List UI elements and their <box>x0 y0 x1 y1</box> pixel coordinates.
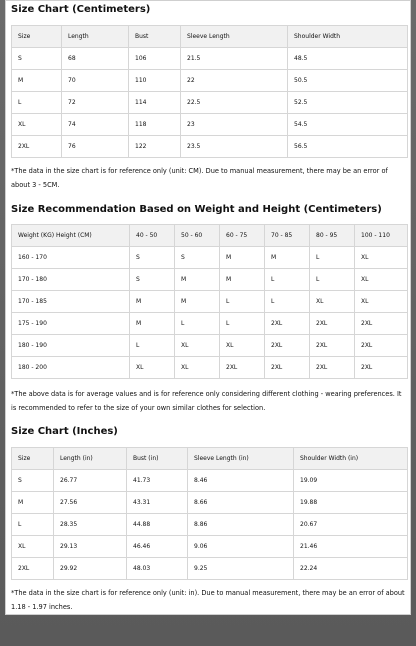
table-cell: 122 <box>129 136 181 158</box>
table-cell: 54.5 <box>288 114 408 136</box>
table-cell: 2XL <box>12 558 54 580</box>
table-cell: L <box>130 335 175 357</box>
table-cell: 23.5 <box>181 136 288 158</box>
table-header-cell: Sleeve Length (in) <box>188 448 294 470</box>
table-cell: L <box>12 92 62 114</box>
table-cell: 19.88 <box>294 492 408 514</box>
table-header-cell: Sleeve Length <box>181 26 288 48</box>
table-header-cell: 60 - 75 <box>220 225 265 247</box>
size-recommendation-table <box>11 224 408 379</box>
table-row <box>12 92 408 114</box>
table-cell: XL <box>175 335 220 357</box>
table-cell: L <box>265 269 310 291</box>
table-cell: L <box>265 291 310 313</box>
table-cell: 22.5 <box>181 92 288 114</box>
cm-chart-title: Size Chart (Centimeters) <box>11 4 151 15</box>
table-cell: 76 <box>62 136 129 158</box>
table-cell: 170 - 180 <box>12 269 130 291</box>
table-header-cell: 80 - 95 <box>310 225 355 247</box>
table-cell: XL <box>130 357 175 379</box>
table-cell: 118 <box>129 114 181 136</box>
table-header-cell: Bust <box>129 26 181 48</box>
table-cell: 2XL <box>265 313 310 335</box>
recommendation-note: *The above data is for average values and is for reference only considering different clothing - wearing preferences. It is recommended to refer to the size of your own similar clothes for selection. <box>11 390 402 412</box>
inch-chart-note: *The data in the size chart is for reference only (unit: in). Due to manual measurement, there may be an error of about 1.18 - 1.97 inches. <box>11 589 405 611</box>
table-cell: M <box>130 291 175 313</box>
table-cell: 9.06 <box>188 536 294 558</box>
table-cell: XL <box>355 269 408 291</box>
table-header-cell: Bust (in) <box>127 448 188 470</box>
table-row <box>12 269 408 291</box>
table-cell: 180 - 190 <box>12 335 130 357</box>
table-row <box>12 492 408 514</box>
table-cell: S <box>130 269 175 291</box>
table-cell: S <box>130 247 175 269</box>
table-header-cell: Weight (KG) Height (CM) <box>12 225 130 247</box>
table-cell: 2XL <box>355 357 408 379</box>
table-cell: M <box>12 70 62 92</box>
table-cell: 56.5 <box>288 136 408 158</box>
table-row <box>12 558 408 580</box>
table-cell: 41.73 <box>127 470 188 492</box>
table-cell: 114 <box>129 92 181 114</box>
table-cell: 160 - 170 <box>12 247 130 269</box>
table-cell: 170 - 185 <box>12 291 130 313</box>
table-cell: XL <box>12 114 62 136</box>
table-cell: XL <box>355 291 408 313</box>
table-header-cell: Size <box>12 448 54 470</box>
table-row <box>12 70 408 92</box>
table-cell: 26.77 <box>54 470 127 492</box>
table-header-row <box>12 448 408 470</box>
table-cell: 23 <box>181 114 288 136</box>
table-cell: 2XL <box>310 313 355 335</box>
table-cell: 21.5 <box>181 48 288 70</box>
table-row <box>12 514 408 536</box>
table-cell: 106 <box>129 48 181 70</box>
table-cell: 29.13 <box>54 536 127 558</box>
table-row <box>12 335 408 357</box>
table-cell: 2XL <box>12 136 62 158</box>
table-header-row <box>12 26 408 48</box>
table-cell: 46.46 <box>127 536 188 558</box>
table-row <box>12 291 408 313</box>
table-row <box>12 48 408 70</box>
table-cell: S <box>175 247 220 269</box>
table-cell: S <box>12 48 62 70</box>
table-header-cell: Shoulder Width <box>288 26 408 48</box>
table-header-cell: Length (in) <box>54 448 127 470</box>
table-cell: 74 <box>62 114 129 136</box>
table-cell: M <box>12 492 54 514</box>
cm-size-table <box>11 25 408 158</box>
table-row <box>12 136 408 158</box>
table-cell: 22.24 <box>294 558 408 580</box>
table-cell: 50.5 <box>288 70 408 92</box>
table-cell: XL <box>12 536 54 558</box>
table-row <box>12 114 408 136</box>
table-cell: M <box>265 247 310 269</box>
table-cell: M <box>220 269 265 291</box>
table-cell: L <box>175 313 220 335</box>
table-header-cell: 50 - 60 <box>175 225 220 247</box>
table-cell: 2XL <box>355 313 408 335</box>
table-cell: 27.56 <box>54 492 127 514</box>
recommendation-title: Size Recommendation Based on Weight and Height (Centimeters) <box>11 204 382 215</box>
table-cell: 48.03 <box>127 558 188 580</box>
inch-size-table <box>11 447 408 580</box>
table-cell: 29.92 <box>54 558 127 580</box>
table-cell: M <box>130 313 175 335</box>
table-cell: 2XL <box>310 357 355 379</box>
table-cell: 2XL <box>310 335 355 357</box>
table-cell: 52.5 <box>288 92 408 114</box>
table-row <box>12 247 408 269</box>
table-cell: 2XL <box>265 335 310 357</box>
size-guide-panel <box>5 0 411 615</box>
table-cell: 180 - 200 <box>12 357 130 379</box>
table-cell: 8.86 <box>188 514 294 536</box>
table-cell: 2XL <box>220 357 265 379</box>
table-cell: 44.88 <box>127 514 188 536</box>
table-header-cell: Length <box>62 26 129 48</box>
table-cell: 8.66 <box>188 492 294 514</box>
table-cell: 48.5 <box>288 48 408 70</box>
table-cell: XL <box>355 247 408 269</box>
table-row <box>12 536 408 558</box>
table-cell: M <box>175 291 220 313</box>
table-cell: 22 <box>181 70 288 92</box>
table-cell: M <box>175 269 220 291</box>
table-cell: L <box>310 247 355 269</box>
inch-chart-title: Size Chart (Inches) <box>11 426 118 437</box>
table-header-cell: Size <box>12 26 62 48</box>
table-cell: L <box>310 269 355 291</box>
cm-chart-note: *The data in the size chart is for reference only (unit: CM). Due to manual measurement, there may be an error of about 3 - 5CM. <box>11 167 388 189</box>
table-cell: 2XL <box>355 335 408 357</box>
table-cell: M <box>220 247 265 269</box>
table-cell: 2XL <box>265 357 310 379</box>
table-cell: 8.46 <box>188 470 294 492</box>
table-cell: 28.35 <box>54 514 127 536</box>
table-header-cell: Shoulder Width (in) <box>294 448 408 470</box>
table-cell: 72 <box>62 92 129 114</box>
table-cell: 19.09 <box>294 470 408 492</box>
table-cell: 9.25 <box>188 558 294 580</box>
table-cell: S <box>12 470 54 492</box>
table-cell: 20.67 <box>294 514 408 536</box>
table-cell: 175 - 190 <box>12 313 130 335</box>
table-cell: L <box>220 313 265 335</box>
table-header-cell: 70 - 85 <box>265 225 310 247</box>
table-cell: XL <box>220 335 265 357</box>
table-cell: 110 <box>129 70 181 92</box>
table-cell: 43.31 <box>127 492 188 514</box>
table-cell: 21.46 <box>294 536 408 558</box>
table-header-cell: 40 - 50 <box>130 225 175 247</box>
table-header-cell: 100 - 110 <box>355 225 408 247</box>
table-row <box>12 313 408 335</box>
table-row <box>12 357 408 379</box>
table-header-row <box>12 225 408 247</box>
table-cell: 70 <box>62 70 129 92</box>
table-row <box>12 470 408 492</box>
table-cell: XL <box>310 291 355 313</box>
table-cell: XL <box>175 357 220 379</box>
table-cell: L <box>12 514 54 536</box>
table-cell: 68 <box>62 48 129 70</box>
table-cell: L <box>220 291 265 313</box>
